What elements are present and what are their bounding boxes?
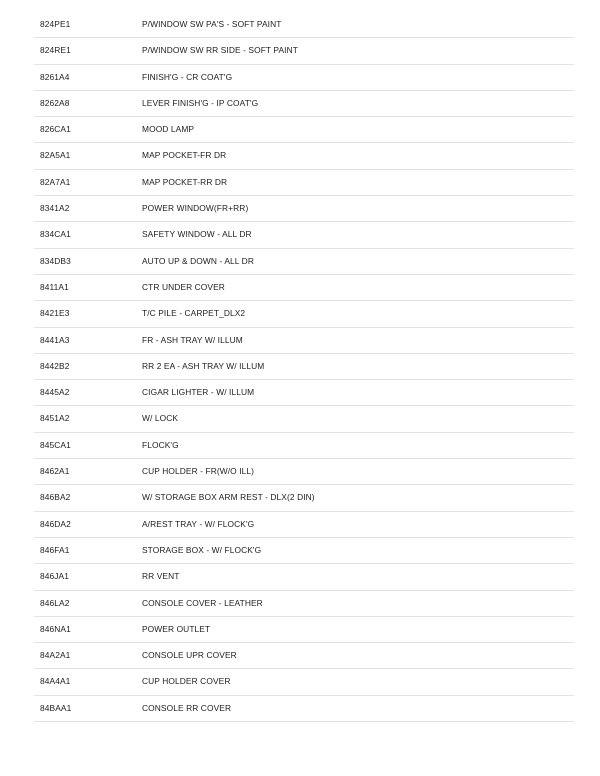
option-description: CIGAR LIGHTER - W/ ILLUM — [142, 387, 255, 398]
option-description: CONSOLE COVER - LEATHER — [142, 597, 263, 608]
option-description: CTR UNDER COVER — [142, 281, 225, 292]
option-description: FINISH'G - CR COAT'G — [142, 71, 233, 82]
option-code: 846BA2 — [40, 492, 71, 503]
option-description: W/ LOCK — [142, 413, 179, 424]
option-description: POWER WINDOW(FR+RR) — [142, 203, 249, 214]
option-code: 846LA2 — [40, 597, 70, 608]
table-row — [34, 485, 574, 511]
table-row — [34, 91, 574, 117]
option-code: 834DB3 — [40, 255, 71, 266]
table-row — [34, 12, 574, 38]
table-row — [34, 512, 574, 538]
option-code: 826CA1 — [40, 124, 71, 135]
option-code: 8421E3 — [40, 308, 70, 319]
table-row — [34, 406, 574, 432]
option-description: MOOD LAMP — [142, 124, 195, 135]
option-description: LEVER FINISH'G - IP COAT'G — [142, 97, 259, 108]
table-row — [34, 380, 574, 406]
option-description: MAP POCKET-RR DR — [142, 176, 228, 187]
option-code: 8445A2 — [40, 387, 70, 398]
option-code: 8442B2 — [40, 360, 70, 371]
option-code: 8451A2 — [40, 413, 70, 424]
table-row — [34, 696, 574, 722]
option-code: 824RE1 — [40, 45, 71, 56]
table-row — [34, 564, 574, 590]
table-row — [34, 170, 574, 196]
option-description: P/WINDOW SW RR SIDE - SOFT PAINT — [142, 45, 298, 56]
option-code: 84A4A1 — [40, 676, 71, 687]
option-code: 8341A2 — [40, 203, 70, 214]
table-row — [34, 354, 574, 380]
table-row — [34, 617, 574, 643]
option-description: RR VENT — [142, 571, 180, 582]
option-code: 845CA1 — [40, 439, 71, 450]
table-row — [34, 538, 574, 564]
option-description: CUP HOLDER COVER — [142, 676, 231, 687]
option-code: 834CA1 — [40, 229, 71, 240]
option-description: AUTO UP & DOWN - ALL DR — [142, 255, 254, 266]
option-code: 84BAA1 — [40, 702, 72, 713]
table-row — [34, 275, 574, 301]
option-description: FR - ASH TRAY W/ ILLUM — [142, 334, 243, 345]
option-description: RR 2 EA - ASH TRAY W/ ILLUM — [142, 360, 265, 371]
table-row — [34, 249, 574, 275]
table-row — [34, 459, 574, 485]
option-code: 82A7A1 — [40, 176, 71, 187]
option-code: 846FA1 — [40, 544, 70, 555]
option-description: SAFETY WINDOW - ALL DR — [142, 229, 252, 240]
table-row — [34, 222, 574, 248]
option-description: A/REST TRAY - W/ FLOCK'G — [142, 518, 255, 529]
option-code: 846NA1 — [40, 623, 71, 634]
option-description: POWER OUTLET — [142, 623, 211, 634]
table-row — [34, 643, 574, 669]
option-description: MAP POCKET-FR DR — [142, 150, 227, 161]
option-description: CONSOLE UPR COVER — [142, 650, 237, 661]
table-row — [34, 433, 574, 459]
table-row — [34, 328, 574, 354]
table-row — [34, 196, 574, 222]
table-row — [34, 38, 574, 64]
table-row — [34, 669, 574, 695]
table-row — [34, 117, 574, 143]
table-row — [34, 143, 574, 169]
option-description: T/C PILE - CARPET_DLX2 — [142, 308, 246, 319]
option-description: FLOCK'G — [142, 439, 179, 450]
table-row — [34, 65, 574, 91]
table-row — [34, 591, 574, 617]
option-description: P/WINDOW SW PA'S - SOFT PAINT — [142, 19, 282, 29]
option-code: 82A5A1 — [40, 150, 71, 161]
option-code: 846JA1 — [40, 571, 70, 582]
option-code: 8441A3 — [40, 334, 70, 345]
option-description: W/ STORAGE BOX ARM REST - DLX(2 DIN) — [142, 492, 315, 503]
option-code: 8411A1 — [40, 281, 69, 292]
option-description: CUP HOLDER - FR(W/O ILL) — [142, 466, 255, 477]
option-description: STORAGE BOX - W/ FLOCK'G — [142, 544, 262, 555]
option-description: CONSOLE RR COVER — [142, 702, 232, 713]
table-row — [34, 301, 574, 327]
option-code: 824PE1 — [40, 19, 71, 29]
option-code: 84A2A1 — [40, 650, 71, 661]
option-code: 8462A1 — [40, 466, 70, 477]
option-code: 8262A8 — [40, 97, 70, 108]
option-code-table — [34, 12, 574, 722]
option-code: 8261A4 — [40, 71, 70, 82]
option-code: 846DA2 — [40, 518, 71, 529]
